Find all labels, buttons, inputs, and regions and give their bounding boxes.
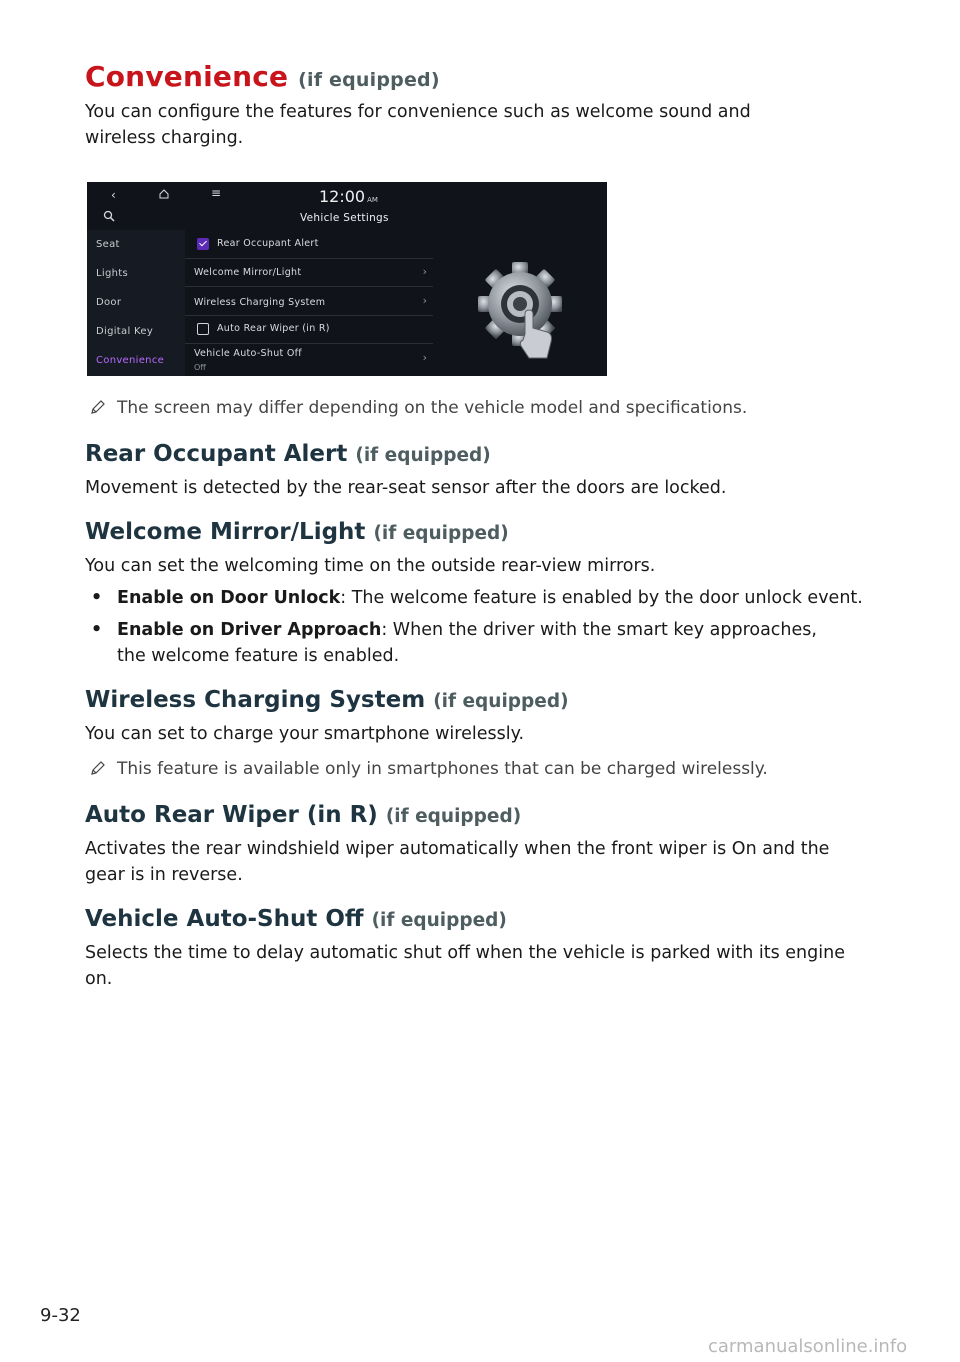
pencil-icon — [89, 759, 109, 782]
setting-value: Off — [194, 363, 206, 372]
bullet-text: : The welcome feature is enabled by the door unlock event. — [340, 588, 863, 608]
clock — [319, 187, 378, 206]
welcome-title — [85, 519, 875, 545]
if-equipped-label: (if equipped) — [373, 523, 509, 544]
settings-list — [185, 230, 433, 376]
wireless-title-text: Wireless Charging System — [85, 687, 426, 713]
back-icon[interactable]: ‹ — [111, 188, 116, 202]
notes-and-sections — [85, 398, 875, 992]
clock-time: 12:00 — [319, 187, 366, 206]
setting-auto-rear-wiper[interactable] — [185, 315, 433, 344]
wiper-title — [85, 802, 875, 828]
chevron-right-icon: › — [422, 294, 427, 307]
wireless-note-text: This feature is available only in smartphones that can be charged wirelessly. — [117, 759, 768, 779]
bullet-text: : When the driver with the smart key approaches, the welcome feature is enabled. — [117, 620, 817, 666]
sidebar-item-convenience[interactable]: Convenience — [96, 355, 165, 366]
autoshut-body: Selects the time to delay automatic shut off when the vehicle is parked with its engine on. — [85, 943, 845, 989]
section-title — [85, 60, 875, 93]
chevron-right-icon: › — [422, 265, 427, 278]
bullet-term: Enable on Driver Approach — [117, 620, 382, 640]
wireless-note — [85, 759, 875, 782]
wiper-body: Activates the rear windshield wiper automatically when the front wiper is On and the gear is in reverse. — [85, 839, 830, 885]
rear-occupant-title — [85, 441, 875, 467]
chevron-right-icon: › — [422, 351, 427, 364]
if-equipped-label: (if equipped) — [298, 69, 440, 91]
sidebar-item-door[interactable]: Door — [96, 297, 122, 308]
bullet-term: Enable on Door Unlock — [117, 588, 341, 608]
setting-rear-occupant-alert[interactable] — [185, 230, 433, 259]
gear-icon — [477, 262, 567, 366]
section-intro: You can configure the features for convenience such as welcome sound and wireless charging. — [85, 102, 751, 148]
autoshut-title — [85, 906, 875, 932]
wireless-body: You can set to charge your smartphone wirelessly. — [85, 724, 525, 744]
sidebar-item-lights[interactable]: Lights — [96, 268, 128, 279]
screen-note — [85, 398, 875, 421]
settings-sidebar — [87, 230, 185, 376]
vehicle-settings-screen — [87, 182, 607, 376]
home-icon[interactable] — [159, 188, 169, 202]
clock-ampm: AM — [367, 196, 378, 204]
sidebar-item-digital-key[interactable]: Digital Key — [96, 326, 154, 337]
list-item — [85, 617, 817, 669]
page-number: 9-32 — [40, 1305, 81, 1326]
autoshut-title-text: Vehicle Auto-Shut Off — [85, 906, 364, 932]
welcome-title-text: Welcome Mirror/Light — [85, 519, 366, 545]
checkbox-checked[interactable] — [197, 238, 209, 250]
wiper-title-text: Auto Rear Wiper (in R) — [85, 802, 378, 828]
if-equipped-label: (if equipped) — [371, 910, 507, 931]
welcome-body: You can set the welcoming time on the outside rear-view mirrors. — [85, 556, 656, 576]
setting-label: Vehicle Auto-Shut Off — [194, 348, 302, 359]
wireless-title — [85, 687, 875, 713]
pencil-icon — [89, 398, 109, 421]
setting-label: Rear Occupant Alert — [217, 238, 319, 249]
checkbox-unchecked[interactable] — [197, 323, 209, 335]
screen-title: Vehicle Settings — [300, 212, 389, 224]
setting-wireless-charging[interactable] — [185, 287, 433, 316]
screen-topbar — [87, 182, 607, 210]
setting-label: Wireless Charging System — [194, 297, 326, 308]
search-icon[interactable] — [103, 210, 115, 225]
screen-note-text: The screen may differ depending on the vehicle model and specifications. — [117, 398, 748, 418]
if-equipped-label: (if equipped) — [385, 806, 522, 827]
rear-occupant-title-text: Rear Occupant Alert — [85, 441, 348, 467]
sidebar-item-seat[interactable]: Seat — [96, 239, 120, 250]
setting-label: Welcome Mirror/Light — [194, 267, 302, 278]
section-title-text: Convenience — [85, 60, 289, 93]
if-equipped-label: (if equipped) — [355, 445, 491, 466]
if-equipped-label: (if equipped) — [433, 691, 569, 712]
menu-icon[interactable]: ≡ — [211, 186, 222, 200]
setting-label: Auto Rear Wiper (in R) — [217, 323, 330, 334]
page-content — [85, 60, 875, 151]
watermark: carmanualsonline.info — [708, 1336, 908, 1357]
setting-welcome-mirror-light[interactable] — [185, 258, 433, 287]
list-item — [85, 585, 875, 611]
rear-occupant-body: Movement is detected by the rear-seat sensor after the doors are locked. — [85, 478, 727, 498]
setting-vehicle-auto-shut-off[interactable] — [185, 343, 433, 376]
welcome-bullets — [85, 585, 875, 669]
